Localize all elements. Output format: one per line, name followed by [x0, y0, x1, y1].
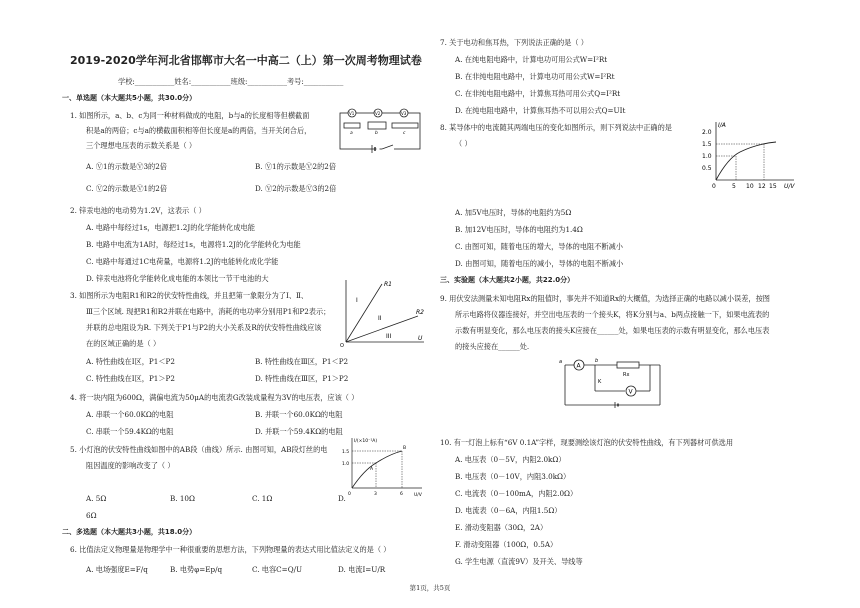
- fig5-xtick-0: 0: [348, 492, 351, 497]
- fig5-xtick-6: 6: [400, 492, 403, 497]
- q3-stem-line3: 并联的总电阻设为R. 下列关于P1与P2的大小关系及R的伏安特性曲线应该: [86, 323, 322, 332]
- fig8-ytick-20: 2.0: [702, 129, 712, 136]
- q8-option-d: D. 由图可知，随着电压的减小，导体的电阻不断减小: [455, 259, 624, 268]
- fig1-c-label: c: [403, 131, 406, 136]
- fig9-point-a: a: [559, 359, 563, 365]
- q6-option-c: C. 电容C=Q/U: [252, 565, 303, 574]
- fig5-xtick-3: 3: [374, 492, 377, 497]
- fig8-xtick-0: 0: [712, 183, 716, 190]
- q6-option-b: B. 电势φ=Ep/q: [170, 565, 223, 574]
- page-footer: 第1页，共5页: [409, 584, 451, 592]
- q3-stem-line2: Ⅲ三个区域. 现把R1和R2并联在电路中，消耗的电功率分别用P1和P2表示；: [86, 307, 331, 316]
- q10-option-g: G. 学生电源（直流9V）及开关、导线等: [455, 557, 583, 566]
- resistor-b-icon: [368, 122, 386, 129]
- q2-option-b: B. 电路中电流为1A时，每经过1s，电源将1.2J的化学能转化为电能: [86, 240, 301, 249]
- q8-stem-line1: 8. 某导体中的电流随其两端电压的变化如图所示，则下列说法中正确的是: [440, 123, 672, 132]
- fig3-u-label: U: [418, 335, 423, 342]
- fig9-ammeter-label: A: [576, 362, 581, 370]
- q5-option-c: C. 1Ω: [252, 494, 273, 503]
- q1-stem-line1: 1. 如图所示，a、b、c为同一种材料做成的电阻，b与a的长度相等但横截面: [70, 111, 310, 120]
- q2-option-c: C. 电路中每通过1C电荷量，电源将1.2J的电能转化成化学能: [86, 257, 279, 266]
- q10-option-b: B. 电压表（0－10V，内阻3.0kΩ）: [455, 472, 571, 481]
- section-multiple-choice: 二、多选题（本大题共3小题，共18.0分）: [62, 528, 197, 536]
- q10-option-d: D. 电流表（0－6A，内阻1.5Ω）: [455, 506, 562, 515]
- fig8-ytick-15: 1.5: [702, 141, 712, 148]
- q3-stem-line1: 3. 如图所示为电阻R1和R2的伏安特性曲线，并且把第一象限分为了Ⅰ、Ⅱ、: [70, 291, 309, 300]
- q4-option-b: B. 并联一个60.0KΩ的电阻: [255, 410, 343, 419]
- fig5-point-b: B: [403, 446, 407, 451]
- q8-iv-graph: [700, 118, 800, 190]
- q4-option-c: C. 串联一个59.4KΩ的电阻: [86, 427, 174, 436]
- q5-option-d-value: 6Ω: [86, 511, 97, 520]
- fig3-r1-label: R1: [384, 281, 392, 288]
- fig8-xtick-10: 10: [746, 183, 754, 190]
- fig1-v1-label: V1: [349, 111, 355, 116]
- q10-stem: 10. 有一灯泡上标有“6V 0.1A”字样，现要测绘该灯泡的伏安特性曲线，有下列器材可供选用: [440, 438, 734, 447]
- fig1-v3-label: V3: [401, 111, 407, 116]
- q3-option-b: B. 特性曲线在Ⅲ区，P1＜P2: [255, 357, 349, 366]
- q1-option-c: C. Ⓥ2的示数是Ⓥ1的2倍: [86, 184, 168, 193]
- q9-circuit-diagram: [555, 355, 675, 415]
- q4-option-d: D. 并联一个59.4KΩ的电阻: [255, 427, 343, 436]
- fig1-b-label: b: [375, 131, 378, 136]
- r2-line: [346, 316, 418, 342]
- q6-stem: 6. 比值法定义物理量是物理学中一种很重要的思想方法，下列物理量的表达式用比值法定义的是（ ）: [70, 545, 391, 554]
- q3-option-d: D. 特性曲线在Ⅲ区，P1＞P2: [255, 374, 349, 383]
- q4-stem: 4. 将一块内阻为600Ω，满偏电流为50μA的电流表G改装成量程为3V的电压表，应该（ ）: [70, 393, 359, 402]
- q1-stem-line3: 三个理想电压表的示数关系是（ ）: [86, 141, 197, 150]
- fig9-voltmeter-label: V: [628, 388, 633, 396]
- fig5-ylabel: I/(×10⁻¹A): [354, 439, 378, 444]
- exam-title: 2019-2020学年河北省邯郸市大名一中高二（上）第一次周考物理试卷: [70, 54, 422, 67]
- section-single-choice: 一、单选题（本大题共5小题，共30.0分）: [62, 94, 197, 102]
- q5-stem-line2: 阻因温度的影响改变了（ ）: [86, 461, 175, 470]
- q9-stem-line3: 示数有明显变化，那么电压表的接头K应接在______处，如果电压表的示数有明显变化，那么电压表: [455, 326, 770, 335]
- ab-curve: [352, 451, 402, 488]
- fig9-rx-label: Rx: [623, 372, 630, 378]
- q7-option-c: C. 在非纯电阻电路中，计算焦耳热可用公式Q=I²Rt: [455, 89, 621, 98]
- q9-stem-line2: 所示电路将仪器连接好，并空出电压表的一个接头K，将K分别与a、b两点接触一下，如果电流表的: [455, 310, 770, 319]
- q5-option-a: A. 5Ω: [86, 494, 107, 503]
- q1-stem-line2: 积是a的两倍；c与a的横截面积相等但长度是a的两倍，当开关闭合后，: [86, 126, 312, 135]
- fig8-ytick-05: 0.5: [702, 165, 712, 172]
- fig5-ytick-15: 1.5: [342, 450, 350, 455]
- fig3-region-2: II: [378, 315, 382, 322]
- q2-option-d: D. 锌汞电池将化学能转化成电能的本领比一节干电池的大: [86, 274, 269, 283]
- fig5-xlabel: U/V: [414, 493, 422, 498]
- q10-option-e: E. 滑动变阻器（30Ω，2A）: [455, 523, 548, 532]
- resistor-rx-icon: [617, 362, 639, 368]
- q5-iv-graph: [340, 434, 426, 498]
- q3-option-a: A. 特性曲线在Ⅰ区，P1＜P2: [86, 357, 175, 366]
- fig5-ytick-10: 1.0: [342, 462, 350, 467]
- fig9-k-label: K: [598, 379, 602, 385]
- q3-iv-graph: [338, 278, 428, 348]
- fig3-origin: O: [340, 343, 344, 348]
- q1-circuit-diagram: [338, 103, 424, 155]
- q1-option-d: D. Ⓥ2的示数是Ⓥ3的2倍: [255, 184, 337, 193]
- q10-option-f: F. 滑动变阻器（100Ω，0.5A）: [455, 540, 558, 549]
- q6-option-d: D. 电流I=U/R: [338, 565, 386, 574]
- fig8-ytick-10: 1.0: [702, 153, 712, 160]
- q5-stem-line1: 5. 小灯泡的伏安特性曲线如图中的AB段（曲线）所示. 由图可知，AB段灯丝的电: [70, 445, 328, 454]
- fig1-v2-label: V2: [375, 111, 381, 116]
- fig8-ylabel: I/A: [718, 122, 726, 129]
- q8-option-b: B. 加12V电压时，导体的电阻约为1.4Ω: [455, 225, 583, 234]
- q1-option-b: B. Ⓥ1的示数是Ⓥ2的2倍: [255, 162, 337, 171]
- fig5-point-a: A: [370, 467, 374, 472]
- q8-option-c: C. 由图可知，随着电压的增大，导体的电阻不断减小: [455, 242, 623, 251]
- fig3-r2-label: R2: [416, 309, 424, 316]
- q3-stem-line4: 在的区域正确的是（ ）: [86, 339, 161, 348]
- q5-option-b: B. 10Ω: [170, 494, 195, 503]
- fig3-region-3: III: [386, 333, 392, 340]
- q8-option-a: A. 加5V电压时，导体的电阻约为5Ω: [455, 208, 572, 217]
- q7-option-b: B. 在非纯电阻电路中，计算电功可用公式W=I²Rt: [455, 72, 615, 81]
- q7-option-a: A. 在纯电阻电路中，计算电功可用公式W=I²Rt: [455, 55, 608, 64]
- fig9-point-b: b: [595, 358, 599, 364]
- section-experiment: 三、实验题（本大题共2小题，共22.0分）: [440, 276, 575, 284]
- q10-option-a: A. 电压表（0－5V，内阻2.0kΩ）: [455, 455, 566, 464]
- q9-stem-line1: 9. 用伏安法测量未知电阻Rx的阻值时，事先并不知道Rx的大概值，为选择正确的电路以减小误差，按图: [440, 294, 770, 303]
- q9-stem-line4: 的接头应接在______处.: [455, 342, 530, 351]
- fig8-xtick-12: 12: [758, 183, 766, 190]
- q5-option-d: D.: [338, 494, 346, 503]
- resistor-a-icon: [344, 123, 360, 128]
- q4-option-a: A. 串联一个60.0KΩ的电阻: [86, 410, 174, 419]
- fig8-xtick-5: 5: [732, 183, 736, 190]
- fig3-region-1: I: [356, 297, 358, 304]
- q6-option-a: A. 电场强度E=F/q: [86, 565, 148, 574]
- q2-stem: 2. 锌汞电池的电动势为1.2V，这表示（ ）: [70, 206, 206, 215]
- q1-option-a: A. Ⓥ1的示数是Ⓥ3的2倍: [86, 162, 167, 171]
- q7-stem: 7. 关于电功和焦耳热，下列说法正确的是（ ）: [440, 38, 588, 47]
- iv-curve: [716, 142, 776, 180]
- q10-option-c: C. 电流表（0－100mA，内阻2.0Ω）: [455, 489, 578, 498]
- info-line: 学校:___________姓名:___________班级:___________考号:___________: [118, 77, 344, 86]
- q2-option-a: A. 电路中每经过1s，电源把1.2J的化学能转化成电能: [86, 223, 255, 232]
- r1-line: [346, 284, 382, 342]
- q3-option-c: C. 特性曲线在Ⅰ区，P1＞P2: [86, 374, 175, 383]
- q7-option-d: D. 在纯电阻电路中，计算焦耳热不可以用公式Q=UIt: [455, 106, 626, 115]
- resistor-c-icon: [392, 123, 418, 128]
- q8-stem-line2: （ ）: [455, 139, 472, 148]
- fig8-xtick-15: 15: [769, 183, 777, 190]
- fig8-xlabel: U/V: [784, 183, 795, 190]
- fig1-a-label: a: [350, 131, 353, 136]
